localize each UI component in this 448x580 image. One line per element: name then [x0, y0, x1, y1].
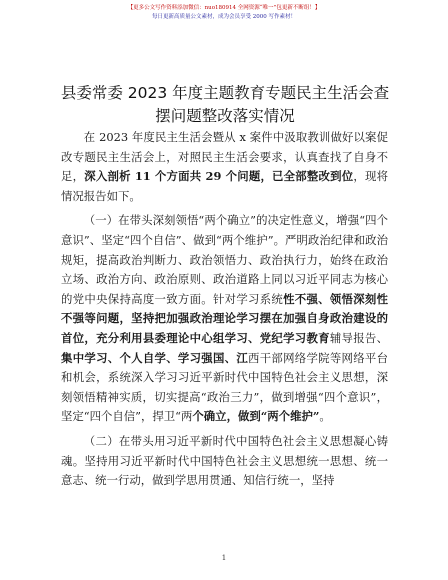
header-banner — [0, 4, 448, 22]
section-1-text-3: 西干部网络学院等网络平台和机会，系统深入学习习近平新时代中国特色社会主义思想，深刻领悟精神实质，切实提高“政治三力”，做到增强“四个意识”，坚定“四个自信”，捍卫“两 — [61, 350, 388, 424]
page-number: 1 — [221, 554, 227, 562]
banner-line-2: 每日更新高质量公文素材，成为会员享受 2000 写作素材！ — [152, 14, 296, 20]
section-1-text-end: 。 — [319, 409, 331, 424]
section-1-bold-text-3: 个确立，做到“两个维护” — [192, 409, 320, 424]
section-1-bold-text: 性不强、领悟深刻性不强等问题，坚持把加强政治理论学习摆在加强自身政治建设的首位，充分利用县委理论中心组学习、党纪学习教育 — [61, 291, 388, 345]
intro-text: 在 2023 年度民主生活会暨从 x 案件中汲取教训做好以案促改专题民主生活会上，对照民主生活会要求，认真查找了自身不足， — [61, 130, 388, 184]
banner-line-1: 【更多公文写作资料添加微信：nuo180914 全网资源“唯一”包更新不断组！】 — [127, 5, 321, 11]
intro-bold-text: 深入剖析 11 个方面共 29 个问题，已全部整改到位 — [84, 169, 354, 184]
section-1-paragraph — [61, 211, 388, 427]
section-1-text-2: 辅导报告、 — [329, 330, 388, 345]
intro-text-end: ，现将情况报告如下。 — [61, 169, 388, 203]
section-1-text: （一）在带头深刻领悟“两个确立”的决定性意义，增强“四个意识”、坚定“四个自信”、做到“两个维护”。严明政治纪律和政治规矩，提高政治判断力、政治领悟力、政治执行力，始终在政治立场、政治方向、政治原则、政治道路上同以习近平同志为核心的党中央保持高度一致方面。针对学习系统 — [61, 213, 388, 306]
document-body — [61, 128, 388, 491]
document-title: 县委常委 2023 年度主题教育专题民主生活会查摆问题整改落实情况 — [60, 84, 390, 125]
intro-paragraph — [61, 128, 388, 206]
section-2-paragraph: （二）在带头用习近平新时代中国特色社会主义思想凝心铸魂。坚持用习近平新时代中国特色社会主义思想统一思想、统一意志、统一行动，做到学思用贯通、知信行统一，坚持 — [61, 433, 388, 488]
section-1-bold-text-2: 集中学习、个人自学、学习强国、江 — [61, 350, 249, 365]
